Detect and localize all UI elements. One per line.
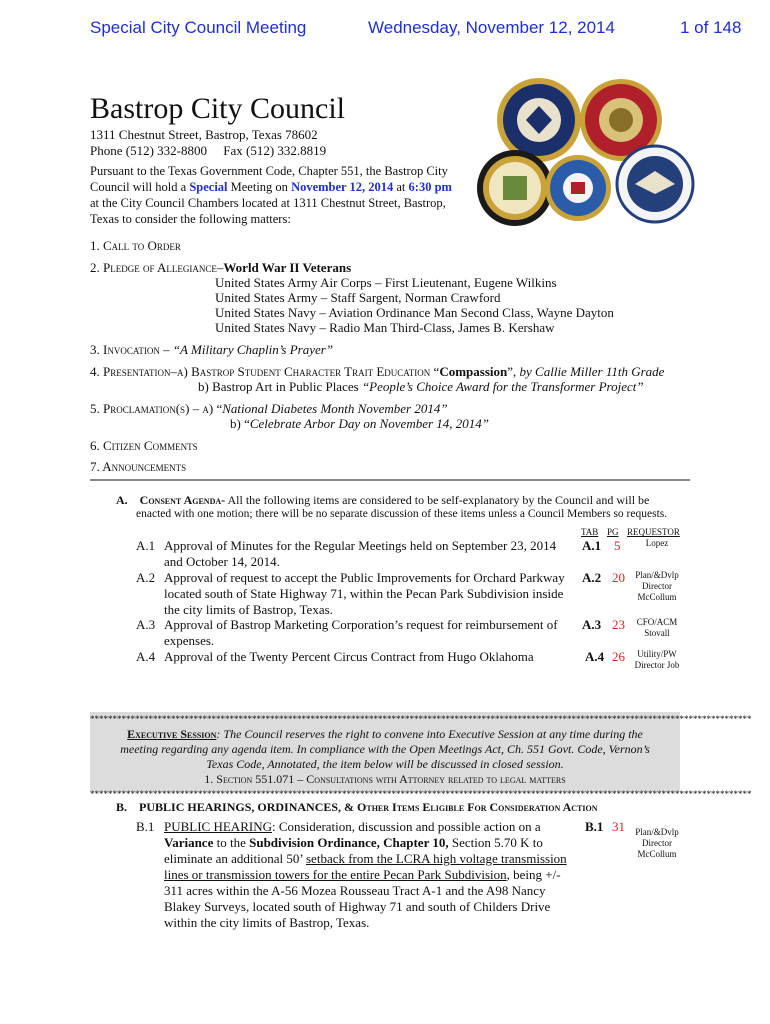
header-date: Wednesday, November 12, 2014 <box>368 18 615 37</box>
fax: Fax (512) 332.8819 <box>223 143 327 158</box>
item-proclamation-b: b) “Celebrate Arbor Day on November 14, 2014” <box>230 416 490 431</box>
item-proclamation: 5. Proclamation(s) – a) “National Diabetes Month November 2014” <box>90 401 448 416</box>
exec-line2: meeting regarding any agenda item. In compliance with the Open Meetings Act, Ch. 551 Govt. Code, Vernon’s <box>120 742 650 756</box>
item-presentation: 4. Presentation–a) Bastrop Student Character Trait Education “Compassion”, by Callie Miller 11th Grade <box>90 364 665 379</box>
exec-line4: 1. Section 551.071 – Consultations with Attorney related to legal matters <box>204 772 566 786</box>
tab-a4: A.4 <box>585 649 605 664</box>
phone-fax-line <box>90 143 326 159</box>
veteran-4: United States Navy – Radio Man Third-Class, James B. Kershaw <box>215 320 555 335</box>
address: 1311 Chestnut Street, Bastrop, Texas 78602 <box>90 127 318 142</box>
page-a3: 23 <box>612 617 625 632</box>
agenda-item-a4: Approval of the Twenty Percent Circus Contract from Hugo Oklahoma <box>164 649 534 664</box>
divider <box>90 479 690 481</box>
navy-seal-icon <box>497 78 581 162</box>
col-tab: TAB <box>581 527 599 537</box>
item-announcements: 7. Announcements <box>90 459 187 474</box>
agenda-item-b1: PUBLIC HEARING: Consideration, discussion and possible action on a Variance to the Subdivision Ordinance, Chapter 10, Section 5.70 K to eliminate an additional 50’ setback from the LCRA high voltage transmission lines or transmission towers for the entire Pecan Park Subdivision, being +/- 311 acres within the A-56 Mozea Rousseau Tract A-1 and the A98 Nancy Blakey Surveys, located south of Highway 71 and south of Childers Drive within the city limits of Bastrop, Texas. <box>164 819 567 930</box>
agenda-num-a3: A.3 <box>136 617 156 632</box>
tab-a1: A.1 <box>582 538 602 553</box>
consent-desc: enacted with one motion; there will be no separate discussion of these items unless a Council Members so requests. <box>136 508 668 520</box>
meeting-time: 6:30 pm <box>408 180 452 194</box>
agenda-num-a1: A.1 <box>136 538 156 553</box>
executive-session-box <box>90 712 752 799</box>
army-seal-icon <box>477 150 553 226</box>
stars-bottom: *************************************************************************************************************************************************** <box>90 789 752 799</box>
agenda-item-a1: Approval of Minutes for the Regular Meetings held on September 23, 2014 and October 14, 2014. <box>164 538 557 569</box>
exec-line3: Texas Code, Annotated, the item below will be discussed in closed session. <box>206 757 564 771</box>
phone: Phone (512) 332-8800 <box>90 143 207 158</box>
veteran-1: United States Army Air Corps – First Lieutenant, Eugene Wilkins <box>215 275 557 290</box>
meeting-date: November 12, 2014 <box>291 180 394 194</box>
page-b1: 31 <box>612 819 625 834</box>
agenda-item-a2: Approval of request to accept the Public Improvements for Orchard Parkway located south of State Highway 71, within the Pecan Park Subdivision inside the city limits of Bastrop, Texas. <box>164 570 565 617</box>
military-seals <box>470 76 695 226</box>
exec-line1: Executive Session: The Council reserves the right to convene into Executive Session at any time during the <box>127 727 643 741</box>
requestor-b1: Plan/&Dvlp Director McCollum <box>635 827 679 859</box>
veteran-2: United States Army – Staff Sargent, Norman Crawford <box>215 290 501 305</box>
col-requestor: REQUESTOR <box>627 527 680 537</box>
air-force-seal-icon <box>617 146 693 222</box>
requestor-a3: CFO/ACM Stovall <box>636 617 678 638</box>
agenda-num-a4: A.4 <box>136 649 156 664</box>
veteran-3: United States Navy – Aviation Ordinance Man Second Class, Wayne Dayton <box>215 305 614 320</box>
consent-heading: A. Consent Agenda- All the following items are considered to be self-explanatory by the Council and will be <box>116 493 650 507</box>
page-a4: 26 <box>612 649 625 664</box>
agenda-item-a3: Approval of Bastrop Marketing Corporation’s request for reimbursement of expenses. <box>164 617 558 648</box>
page-a1: 5 <box>614 538 621 553</box>
item-citizen-comments: 6. Citizen Comments <box>90 438 198 453</box>
page-a2: 20 <box>612 570 625 585</box>
meeting-type: Special <box>189 180 228 194</box>
agenda-num-b1: B.1 <box>136 819 155 834</box>
item-presentation-b: b) Bastrop Art in Public Places “People’s Choice Award for the Transformer Project” <box>198 379 644 394</box>
tab-a3: A.3 <box>582 617 602 632</box>
col-pg: PG <box>607 527 619 537</box>
requestor-a4: Utility/PW Director Job <box>634 649 680 670</box>
intro-paragraph: Pursuant to the Texas Government Code, Chapter 551, the Bastrop City Council will hold a Special Meeting on November 12, 2014 at 6:30 pm at the City Council Chambers located at 1311 Chestnut Street, Bastrop, Texas to consider the following matters: <box>90 164 452 226</box>
item-invocation: 3. Invocation – “A Military Chaplin’s Prayer” <box>90 342 334 357</box>
public-heading: B. PUBLIC HEARINGS, ORDINANCES, & Other Items Eligible For Consideration Action <box>116 800 598 814</box>
coast-guard-seal-icon <box>545 155 611 221</box>
stars-top: *************************************************************************************************************************************************** <box>90 714 752 724</box>
header-page-count: 1 of 148 <box>680 18 742 37</box>
agenda-num-a2: A.2 <box>136 570 156 585</box>
item-pledge: 2. Pledge of Allegiance–World War II Veterans <box>90 260 352 275</box>
page-title: Bastrop City Council <box>90 92 345 125</box>
tab-a2: A.2 <box>582 570 602 585</box>
requestor-a1: Lopez <box>645 538 669 548</box>
item-call-to-order: 1. Call to Order <box>90 238 181 253</box>
tab-b1: B.1 <box>585 819 604 834</box>
header-meeting-title: Special City Council Meeting <box>90 18 307 37</box>
requestor-a2: Plan/&Dvlp Director McCollum <box>635 570 679 602</box>
